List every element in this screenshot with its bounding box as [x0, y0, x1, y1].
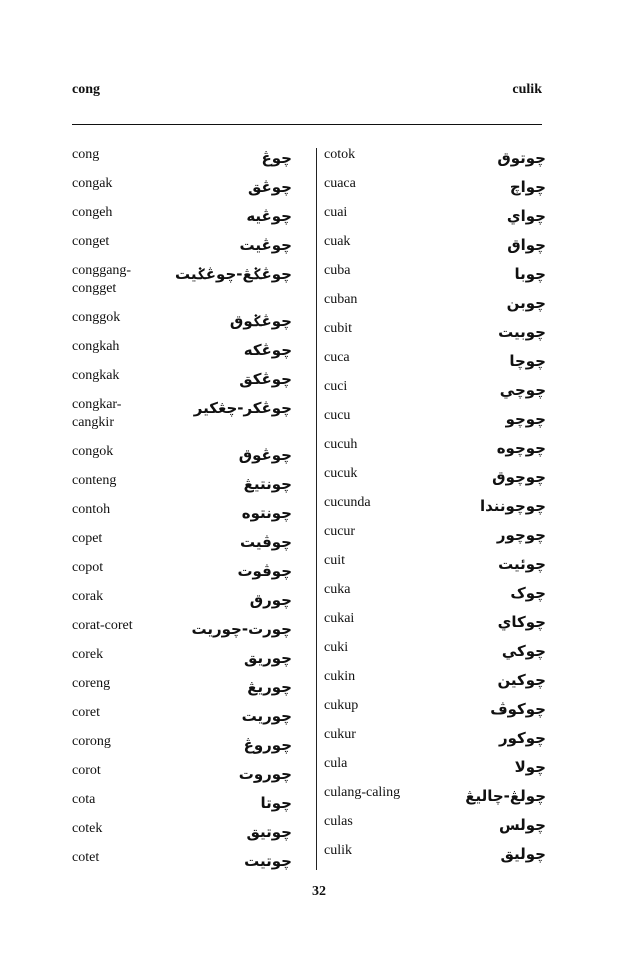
entry-jawi-spelling: چوليق [500, 845, 546, 863]
entry-latin-headword: coreng [72, 676, 111, 691]
entry-latin-headword: cubit [324, 321, 352, 336]
entry-jawi-spelling: چوڠيت [239, 236, 292, 254]
entry-jawi-spelling: چورت-چوريت [191, 620, 292, 638]
entry-latin-headword: cukin [324, 669, 356, 684]
entry-latin-headword: cong [72, 147, 100, 162]
entry-jawi-spelling: چوکوڤ [490, 700, 546, 718]
entry-jawi-spelling: چوڤيت [239, 533, 292, 551]
dictionary-entry [324, 581, 546, 609]
entry-jawi-spelling: چوکاي [497, 613, 546, 631]
dictionary-entry [72, 675, 292, 703]
entry-jawi-spelling: چوتيت [244, 852, 292, 870]
entry-jawi-spelling: چوڠݢڠ-چوڠݢيت [175, 265, 292, 283]
entry-jawi-spelling: چوڠق [248, 178, 292, 196]
entry-latin-headword: culas [324, 814, 353, 829]
entry-latin-headword: cuka [324, 582, 351, 597]
entry-latin-headword: cuaca [324, 176, 356, 191]
dictionary-entry [72, 849, 292, 877]
entry-latin-headword: cucunda [324, 495, 371, 510]
entry-latin-headword: cuak [324, 234, 351, 249]
entry-jawi-spelling: چونتوه [241, 504, 292, 522]
dictionary-entry [324, 233, 546, 261]
dictionary-entry [72, 309, 292, 337]
entry-latin-headword: corot [72, 763, 101, 778]
entry-latin-headword: cuai [324, 205, 348, 220]
entry-latin-headword: cuci [324, 379, 348, 394]
entry-jawi-spelling: چوکور [499, 729, 546, 747]
entry-latin-headword: cula [324, 756, 348, 771]
dictionary-entry [72, 588, 292, 616]
entry-latin-headword: conggok [72, 310, 121, 325]
entry-latin-headword: cukur [324, 727, 356, 742]
entry-jawi-spelling: چوڠکق [239, 370, 292, 388]
entry-latin-headword: cotok [324, 147, 356, 162]
entry-latin-headword: corat-coret [72, 618, 133, 633]
entry-latin-headword: cuba [324, 263, 351, 278]
entry-jawi-spelling: چوريق [243, 649, 292, 667]
entry-jawi-spelling: چولڠ-چاليڠ [465, 787, 546, 805]
entry-jawi-spelling: چوئيت [498, 555, 546, 573]
dictionary-entry [324, 668, 546, 696]
dictionary-entry [324, 349, 546, 377]
dictionary-entry [324, 784, 546, 812]
entry-jawi-spelling: چوتا [260, 794, 292, 812]
dictionary-entry [324, 262, 546, 290]
entry-latin-headword: cuca [324, 350, 350, 365]
entry-jawi-spelling: چواي [506, 207, 546, 225]
entry-latin-headword: corek [72, 647, 104, 662]
entry-latin-headword: congkar- cangkir [72, 397, 122, 430]
dictionary-entry [72, 233, 292, 261]
dictionary-entry [324, 610, 546, 638]
entry-latin-headword: corong [72, 734, 111, 749]
dictionary-entry [324, 842, 546, 870]
entry-latin-headword: cotet [72, 850, 100, 865]
dictionary-entry [324, 378, 546, 406]
entry-latin-headword: cuit [324, 553, 345, 568]
entry-jawi-spelling: چوبيت [498, 323, 546, 341]
entry-jawi-spelling: چواق [507, 236, 546, 254]
running-header [72, 82, 542, 102]
dictionary-entry [324, 697, 546, 725]
entry-jawi-spelling: چوبا [514, 265, 546, 283]
entry-jawi-spelling: چوچا [509, 352, 546, 370]
dictionary-entry [72, 559, 292, 587]
dictionary-entry [324, 465, 546, 493]
entry-latin-headword: cuban [324, 292, 358, 307]
entry-jawi-spelling: چوڠݢوق [229, 312, 292, 330]
dictionary-entry [72, 704, 292, 732]
dictionary-entry [324, 813, 546, 841]
dictionary-entry [72, 762, 292, 790]
dictionary-entry [72, 530, 292, 558]
entry-jawi-spelling: چوريت [241, 707, 292, 725]
dictionary-entry [324, 291, 546, 319]
entry-latin-headword: conggang- congget [72, 263, 132, 296]
entry-latin-headword: cucur [324, 524, 356, 539]
entry-latin-headword: culik [324, 843, 352, 858]
dictionary-entry [72, 367, 292, 395]
entry-jawi-spelling: چواچ [509, 178, 546, 196]
entry-latin-headword: conteng [72, 473, 117, 488]
entry-latin-headword: coret [72, 705, 100, 720]
dictionary-entry [72, 175, 292, 203]
dictionary-entry [324, 204, 546, 232]
entry-latin-headword: cuki [324, 640, 349, 655]
dictionary-entry [72, 472, 292, 500]
entry-latin-headword: copot [72, 560, 104, 575]
dictionary-entry [324, 436, 546, 464]
column-divider [316, 148, 317, 870]
entry-latin-headword: cucu [324, 408, 351, 423]
dictionary-entry [72, 501, 292, 529]
entry-latin-headword: culang-caling [324, 785, 401, 800]
entry-jawi-spelling: چونتيڠ [243, 475, 292, 493]
header-guide-word-left: cong [72, 82, 100, 97]
dictionary-entry [72, 617, 292, 645]
entry-jawi-spelling: چوکين [497, 671, 546, 689]
dictionary-entry [72, 791, 292, 819]
header-rule [72, 124, 542, 125]
entry-jawi-spelling: چوڠکه [243, 341, 292, 359]
dictionary-entry [72, 204, 292, 232]
entry-jawi-spelling: چوڤوت [237, 562, 292, 580]
entry-jawi-spelling: چوڠ [261, 149, 292, 167]
dictionary-entry [72, 820, 292, 848]
dictionary-entry [72, 262, 292, 296]
entry-jawi-spelling: چوتوق [497, 149, 546, 167]
entry-jawi-spelling: چوچوه [496, 439, 546, 457]
entry-jawi-spelling: چوريڠ [247, 678, 292, 696]
dictionary-entry [324, 639, 546, 667]
entry-jawi-spelling: چوچونندا [480, 497, 546, 515]
entry-jawi-spelling: چوڠوق [238, 446, 292, 464]
entry-jawi-spelling: چوروڠ [243, 736, 292, 754]
entry-latin-headword: congeh [72, 205, 113, 220]
entry-latin-headword: copet [72, 531, 103, 546]
dictionary-entry [324, 523, 546, 551]
entry-latin-headword: congak [72, 176, 113, 191]
dictionary-entry [324, 726, 546, 754]
entry-jawi-spelling: چوچوق [492, 468, 546, 486]
entry-jawi-spelling: چوڠکر-چڠکير [193, 399, 292, 417]
header-guide-word-right: culik [512, 82, 542, 97]
dictionary-entry [324, 755, 546, 783]
entry-latin-headword: cukai [324, 611, 355, 626]
entry-jawi-spelling: چوچي [499, 381, 546, 399]
entry-latin-headword: congkah [72, 339, 120, 354]
entry-latin-headword: contoh [72, 502, 111, 517]
entry-jawi-spelling: چوچور [496, 526, 546, 544]
dictionary-entry [72, 146, 292, 174]
entry-latin-headword: cotek [72, 821, 103, 836]
entry-latin-headword: cota [72, 792, 96, 807]
entry-jawi-spelling: چولا [514, 758, 546, 776]
entry-latin-headword: congok [72, 444, 114, 459]
entry-jawi-spelling: چوبن [506, 294, 546, 312]
dictionary-entry [324, 146, 546, 174]
entry-jawi-spelling: چوک [510, 584, 546, 602]
entry-latin-headword: conget [72, 234, 110, 249]
dictionary-entry [324, 320, 546, 348]
dictionary-entry [72, 733, 292, 761]
entry-jawi-spelling: چوتيق [246, 823, 292, 841]
dictionary-entry [72, 396, 292, 430]
dictionary-entry [72, 646, 292, 674]
entry-latin-headword: congkak [72, 368, 120, 383]
entry-jawi-spelling: چوچو [505, 410, 546, 428]
dictionary-entry [324, 407, 546, 435]
dictionary-entry [324, 494, 546, 522]
entry-latin-headword: cucuh [324, 437, 358, 452]
entry-latin-headword: cukup [324, 698, 359, 713]
entry-latin-headword: corak [72, 589, 104, 604]
entry-jawi-spelling: چوڠيه [246, 207, 292, 225]
dictionary-entry [324, 552, 546, 580]
dictionary-entry [72, 338, 292, 366]
dictionary-entry [72, 443, 292, 471]
entry-jawi-spelling: چوروت [238, 765, 292, 783]
entry-latin-headword: cucuk [324, 466, 358, 481]
entry-jawi-spelling: چورق [249, 591, 292, 609]
entry-jawi-spelling: چولس [498, 816, 546, 834]
entry-jawi-spelling: چوکي [501, 642, 546, 660]
page-number: 32 [312, 884, 326, 899]
dictionary-entry [324, 175, 546, 203]
